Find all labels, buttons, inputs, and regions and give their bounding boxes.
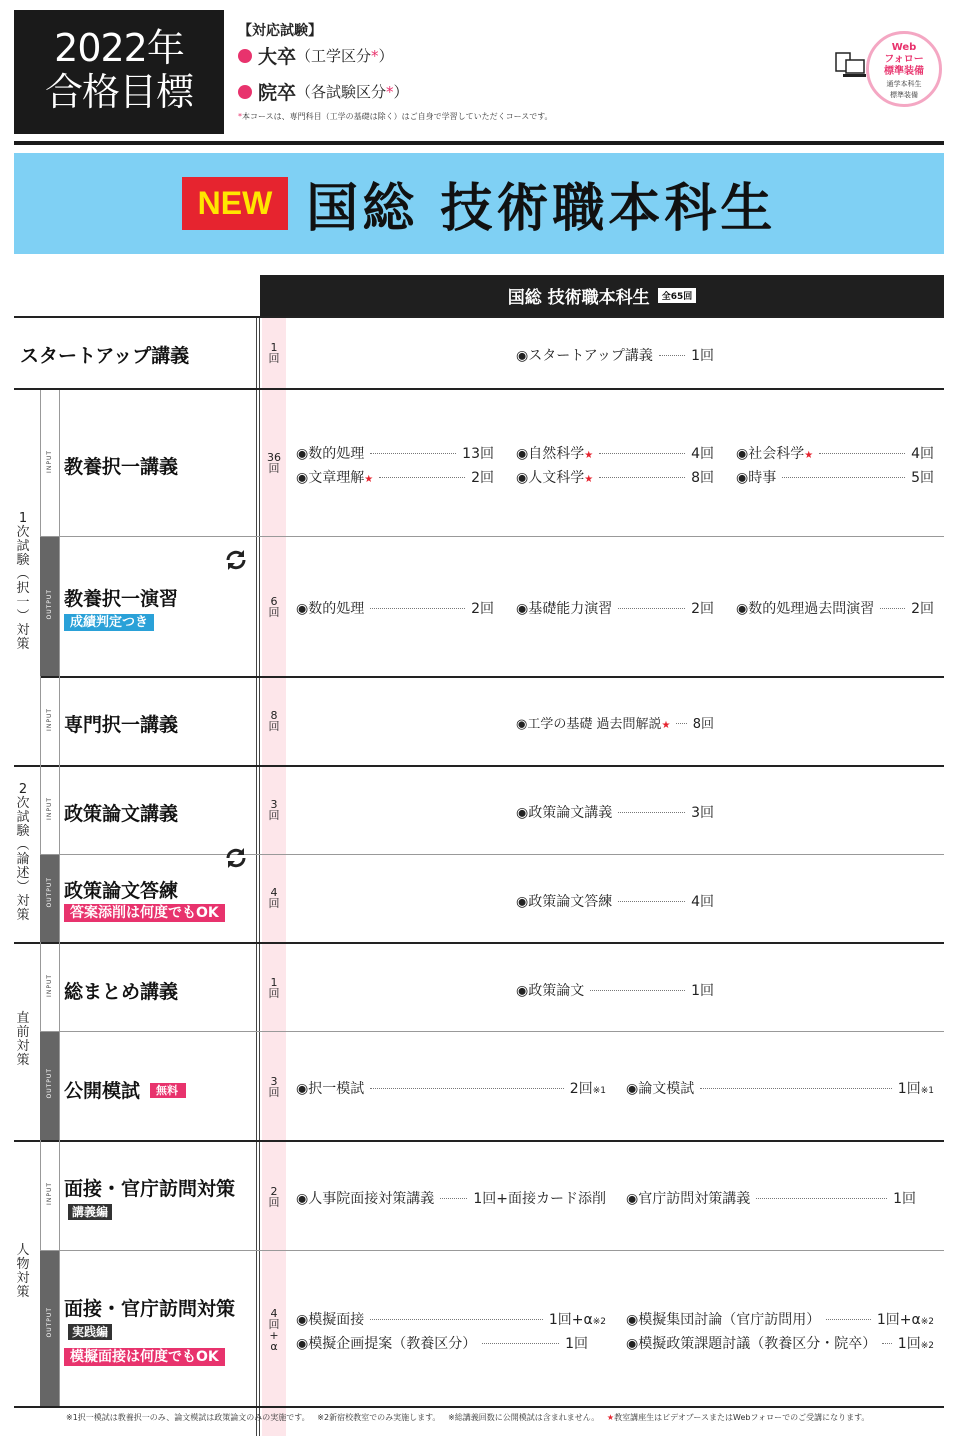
list-item: ◉政策論文答練 4回 (516, 894, 714, 910)
computer-icon (832, 52, 866, 82)
row-divider (40, 1250, 944, 1251)
session-count: 4 回 (268, 886, 280, 910)
list-item: ◉択一模試 2回 ※1 (296, 1081, 606, 1097)
row-divider (14, 388, 944, 390)
lecture-edition-badge: 講義編 (68, 1204, 112, 1220)
list-item: ◉論文模試 1回 ※1 (626, 1081, 934, 1097)
free-badge: 無料 (150, 1083, 186, 1098)
list-item: ◉模擬企画提案（教養区分） 1回 (296, 1336, 588, 1352)
list-item: ◉社会科学 ★ 4回 (736, 446, 934, 462)
session-count: 36 回 (267, 451, 281, 475)
list-item: ◉人事院面接対策講義 1回+面接カード添削 (296, 1191, 606, 1207)
row-name-startup: スタートアップ講義 (20, 345, 190, 367)
row-name-policy-drill: 政策論文答練 (64, 880, 179, 902)
grading-badge: 成績判定つき (64, 614, 154, 631)
output-tag: OUTPUT (40, 1251, 59, 1406)
row-name-interview-practice: 面接・官庁訪問対策 (64, 1298, 236, 1320)
session-count: 3 回 (268, 798, 280, 822)
session-count: 6 回 (268, 595, 280, 619)
section-label-3: 直 前 対 策 (16, 1011, 30, 1068)
list-item: ◉政策論文 1回 (516, 983, 714, 999)
session-count: 2 回 (268, 1185, 280, 1209)
practice-edition-badge: 実践編 (68, 1324, 112, 1340)
bullet-icon (238, 49, 252, 63)
list-item: ◉スタートアップ講義 1回 (516, 348, 714, 364)
input-tag: INPUT (46, 974, 53, 997)
input-tag: INPUT (46, 1182, 53, 1205)
input-tag: INPUT (46, 708, 53, 731)
course-title: 国総 技術職本科生 (306, 179, 777, 239)
list-item: ◉官庁訪問対策講義 1回 (626, 1191, 916, 1207)
list-item: ◉数的処理過去問演習 2回 (736, 601, 934, 617)
header-divider (14, 141, 944, 145)
list-item: ◉時事 5回 (736, 470, 934, 486)
session-count: 8 回 (268, 709, 280, 733)
section-label-2: 2 次 試 験 ︵ 論 述 ︶ 対 策 (16, 782, 30, 923)
footnotes: ※1択一模試は教養択一のみ、論文模試は政策論文のみの実施です。 ※2新宿校教室でのみ実施します。 ※総講義回数に公開模試は含まれません。 ★教室講座生はビデオブースまたはWebフォローでのご受講になります。 (66, 1413, 870, 1422)
tag-divider (59, 390, 60, 1406)
session-count: 1 回 (268, 976, 280, 1000)
session-count: 3 回 (268, 1075, 280, 1099)
row-name-senmon-lecture: 専門択一講義 (64, 714, 179, 736)
new-badge: NEW (182, 177, 289, 230)
row-name-kyoyo-lecture: 教養択一講義 (64, 456, 179, 478)
column-divider (256, 316, 260, 1436)
goal-label: 合格目標 (44, 70, 193, 114)
list-item: ◉工学の基礎 過去問解説 ★ 8回 (516, 717, 714, 732)
output-tag: OUTPUT (40, 855, 59, 942)
goal-year: 2022年 (54, 26, 184, 70)
input-tag: INPUT (46, 797, 53, 820)
row-name-summary-lecture: 総まとめ講義 (64, 981, 179, 1003)
table-header: 国総 技術職本科生 全65回 (260, 275, 944, 316)
row-divider (40, 676, 944, 678)
row-divider (14, 316, 944, 318)
count-column (262, 316, 286, 1436)
bullet-icon (238, 85, 252, 99)
list-item: ◉模擬政策課題討議（教養区分・院卒） 1回 ※2 (626, 1336, 934, 1352)
target-exam-label: 【対応試験】 (238, 23, 322, 39)
section-label-4: 人 物 対 策 (16, 1243, 30, 1300)
row-name-kyoyo-exercise: 教養択一演習 (64, 588, 179, 610)
row-divider (14, 1406, 944, 1408)
list-item: ◉政策論文講義 3回 (516, 805, 714, 821)
row-divider (14, 942, 944, 944)
list-item: ◉数的処理 13回 (296, 446, 494, 462)
row-divider (40, 854, 944, 855)
list-item: ◉自然科学 ★ 4回 (516, 446, 714, 462)
row-name-policy-lecture: 政策論文講義 (64, 803, 179, 825)
row-divider (40, 1031, 944, 1032)
exam-item-insotsu: 院卒 （各試験区分 * ） (238, 78, 409, 105)
course-note: *本コースは、専門科目（工学の基礎は除く）はご自身で学習していただくコースです。 (238, 112, 553, 121)
section-label-1: 1 次 試 験 ︵ 択 一 ︶ 対 策 (16, 511, 30, 652)
output-tag: OUTPUT (40, 1032, 59, 1140)
list-item: ◉模擬面接 1回+α ※2 (296, 1312, 606, 1328)
list-item: ◉文章理解 ★ 2回 (296, 470, 494, 486)
list-item: ◉模擬集団討論（官庁訪問用） 1回+α ※2 (626, 1312, 934, 1328)
session-count: 1 回 (268, 341, 280, 365)
row-name-open-mock: 公開模試 (64, 1080, 141, 1102)
row-divider (40, 536, 944, 537)
output-tag: OUTPUT (40, 537, 59, 676)
web-follow-badge: Web フォロー 標準装備 通学本科生 標準装備 (866, 31, 942, 107)
session-count: 4 回 + α (268, 1307, 280, 1353)
total-sessions-pill: 全65回 (658, 288, 697, 303)
list-item: ◉数的処理 2回 (296, 601, 494, 617)
row-name-interview-lecture: 面接・官庁訪問対策 (64, 1178, 236, 1200)
list-item: ◉基礎能力演習 2回 (516, 601, 714, 617)
input-output-cycle-icon (220, 842, 252, 874)
goal-year-box (14, 10, 224, 134)
input-tag: INPUT (46, 450, 53, 473)
exam-item-daisotsu: 大卒 （工学区分 * ） (238, 42, 394, 69)
row-divider (14, 1140, 944, 1142)
mock-interview-badge: 模擬面接は何度でもOK (64, 1348, 225, 1366)
input-output-cycle-icon (220, 544, 252, 576)
list-item: ◉人文科学 ★ 8回 (516, 470, 714, 486)
course-banner (14, 153, 944, 254)
row-divider (14, 765, 944, 767)
correction-badge: 答案添削は何度でもOK (64, 904, 225, 922)
